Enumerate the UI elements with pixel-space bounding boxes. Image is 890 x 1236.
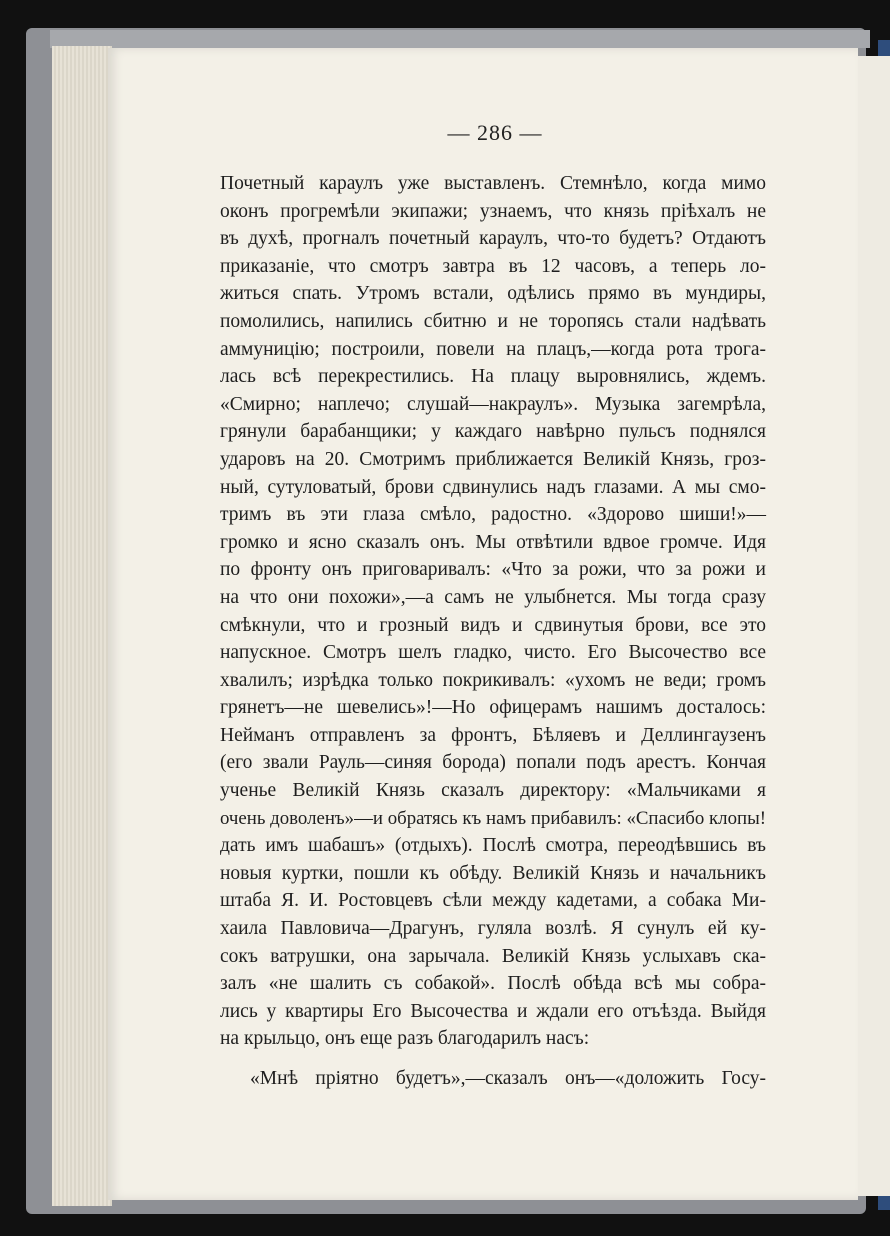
facing-page-edge bbox=[858, 56, 890, 1196]
text-line: «Смирно; наплечо; слушай—накраулъ». Музыка загемрѣла, bbox=[220, 393, 766, 415]
text-line: по фронту онъ приговаривалъ: «Что за рожи, что за рожи и bbox=[220, 559, 766, 581]
text-line: на что они похожи»,—а самъ не улыбнется. Мы тогда сразу bbox=[220, 586, 766, 608]
text-line: (его звали Рауль—синяя борода) попали подъ арестъ. Кончая bbox=[220, 752, 766, 774]
text-line: лись у квартиры Его Высочества и ждали его отъѣзда. Выйдя bbox=[220, 1000, 766, 1022]
text-line: грянули барабанщики; у каждаго навѣрно пульсъ поднялся bbox=[220, 421, 766, 443]
page-text bbox=[220, 170, 766, 1093]
text-line: громко и ясно сказалъ онъ. Мы отвѣтили вдвое громче. Идя bbox=[220, 531, 766, 553]
text-line: смѣкнули, что и грозный видъ и сдвинутыя брови, все это bbox=[220, 614, 766, 636]
text-line: ученье Великій Князь сказалъ директору: «Мальчиками я bbox=[220, 780, 766, 802]
text-line: въ духѣ, прогналъ почетный караулъ, что-то будетъ? Отдаютъ bbox=[220, 228, 766, 250]
text-line: Нейманъ отправленъ за фронтъ, Бѣляевъ и Деллингаузенъ bbox=[220, 724, 766, 746]
text-line: на крыльцо, онъ еще разъ благодарилъ насъ: bbox=[220, 1028, 590, 1050]
text-line: помолились, напились сбитню и не торопясь стали надѣвать bbox=[220, 310, 766, 332]
text-line: очень доволенъ»—и обратясь къ намъ прибавилъ: «Спасибо клопы! bbox=[220, 807, 766, 829]
text-line: лась всѣ перекрестились. На плацу выровнялись, ждемъ. bbox=[220, 366, 766, 388]
text-line: ный, сутуловатый, брови сдвинулись надъ глазами. А мы смо- bbox=[220, 476, 766, 498]
book-cover-top-edge bbox=[50, 30, 870, 48]
text-line: Почетный караулъ уже выставленъ. Стемнѣло, когда мимо bbox=[220, 173, 766, 194]
text-line: ударовъ на 20. Смотримъ приближается Великій Князь, гроз- bbox=[220, 448, 766, 470]
text-line: штаба Я. И. Ростовцевъ сѣли между кадетами, а собака Ми- bbox=[220, 890, 766, 912]
text-line: аммуницію; построили, повели на плацъ,—когда рота трога- bbox=[220, 338, 766, 360]
text-line: житься спать. Утромъ встали, одѣлись прямо въ мундиры, bbox=[220, 283, 766, 305]
text-line: дать имъ шабашъ» (отдыхъ). Послѣ смотра, переодѣвшись въ bbox=[220, 835, 766, 857]
text-line: сокъ ватрушки, она зарычала. Великій Князь услыхавъ ска- bbox=[220, 945, 766, 967]
text-line: напускное. Смотръ шелъ гладко, чисто. Его Высочество все bbox=[220, 642, 766, 664]
text-line: «Мнѣ пріятно будетъ»,—сказалъ онъ—«доложить Госу- bbox=[250, 1068, 766, 1089]
text-line: грянетъ—не шевелись»!—Но офицерамъ нашимъ досталось: bbox=[220, 697, 766, 719]
text-line: хаила Павловича—Драгунъ, гуляла возлѣ. Я сунулъ ей ку- bbox=[220, 918, 766, 940]
text-line: хвалилъ; изрѣдка только покрикивалъ: «ухомъ не веди; громъ bbox=[220, 669, 766, 691]
text-line: новыя куртки, пошли къ обѣду. Великій Князь и начальникъ bbox=[220, 862, 766, 884]
page-number: — 286 — bbox=[447, 120, 543, 145]
text-line: тримъ въ эти глаза смѣло, радостно. «Здорово шиши!»— bbox=[220, 504, 766, 526]
page-stack-edges bbox=[52, 46, 112, 1206]
text-line: оконъ прогремѣли экипажи; узнаемъ, что князь пріѣхалъ не bbox=[220, 200, 766, 222]
text-line: залъ «не шалить съ собакой». Послѣ обѣда всѣ мы собра- bbox=[220, 973, 766, 995]
text-line: приказаніе, что смотръ завтра въ 12 часовъ, а теперь ло- bbox=[220, 255, 766, 277]
